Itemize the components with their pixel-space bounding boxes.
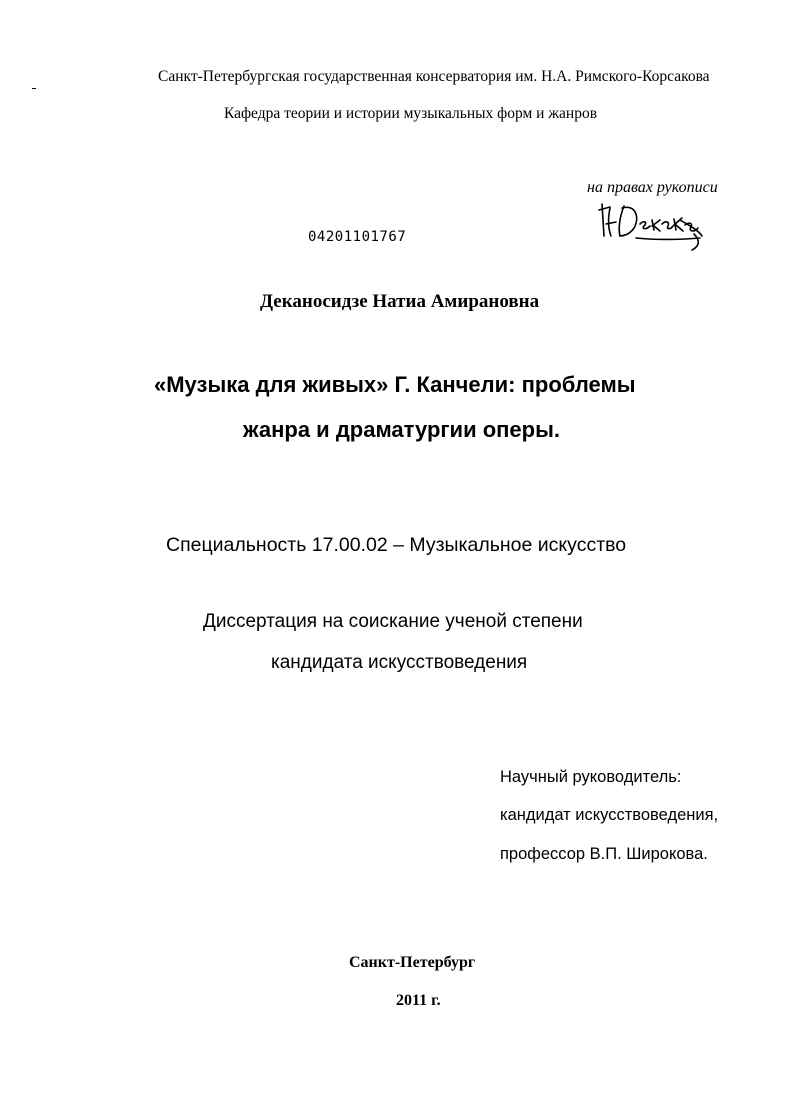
department-name: Кафедра теории и истории музыкальных форм и жанров	[224, 105, 598, 122]
year: 2011 г.	[396, 992, 441, 1009]
institution-name: Санкт-Петербургская государственная консерватория им. Н.А. Римского-Корсакова	[158, 68, 710, 85]
dissertation-line-2: кандидата искусствоведения	[271, 652, 528, 673]
advisor-heading: Научный руководитель:	[500, 768, 682, 786]
title-line-2: жанра и драматургии оперы.	[243, 417, 561, 442]
scan-speck	[32, 88, 36, 89]
city: Санкт-Петербург	[349, 954, 476, 971]
handwritten-signature	[596, 196, 706, 254]
catalog-code: 04201101767	[308, 229, 407, 245]
advisor-name: профессор В.П. Широкова.	[500, 845, 708, 863]
author-name: Деканосидзе Натиа Амирановна	[260, 291, 540, 312]
title-line-1: «Музыка для живых» Г. Канчели: проблемы	[154, 372, 636, 397]
specialty: Специальность 17.00.02 – Музыкальное искусство	[166, 534, 627, 556]
dissertation-line-1: Диссертация на соискание ученой степени	[203, 611, 583, 632]
advisor-degree: кандидат искусствоведения,	[500, 806, 719, 824]
rights-note: на правах рукописи	[587, 179, 718, 196]
